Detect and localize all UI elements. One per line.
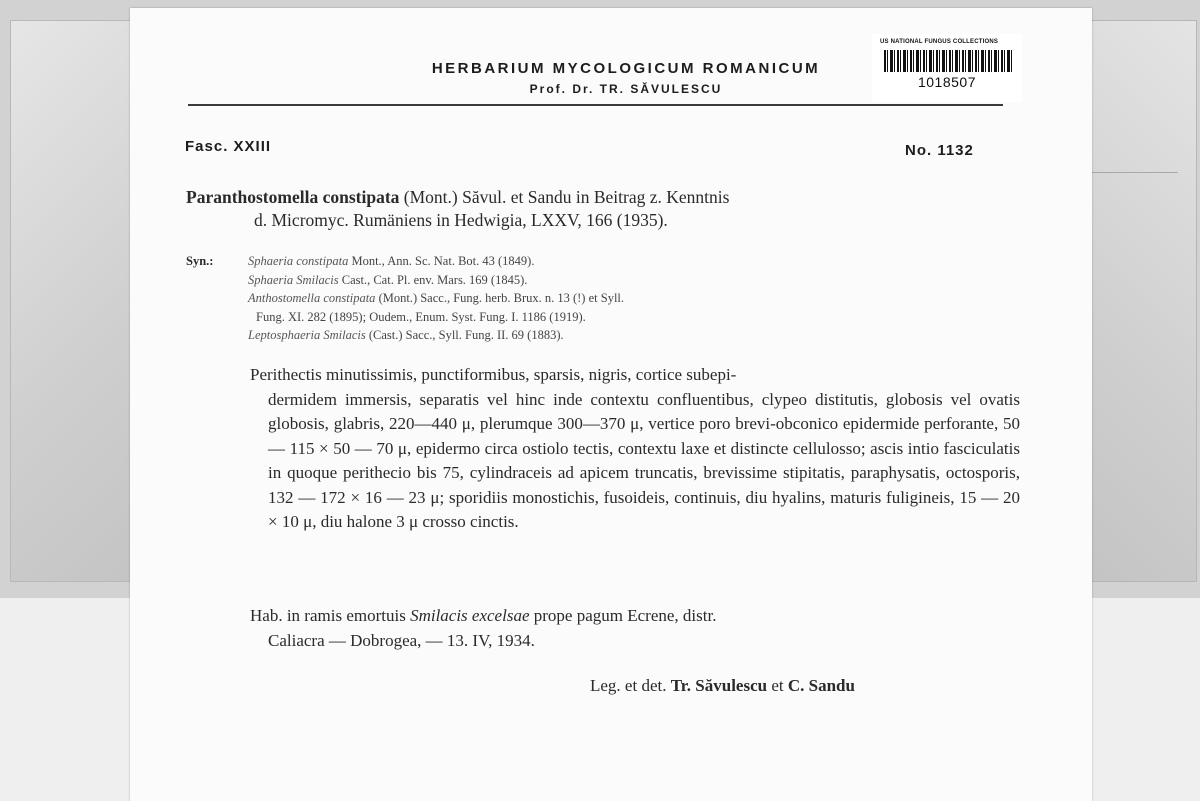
habitat-prefix: Hab. in ramis emortuis bbox=[250, 606, 406, 625]
packet-left-flap bbox=[10, 20, 137, 582]
synonyms-label: Syn.: bbox=[186, 254, 214, 268]
synonym-reference: (Cast.) Sacc., Syll. Fung. II. 69 (1883). bbox=[368, 328, 564, 342]
synonym-row bbox=[186, 271, 1016, 290]
habitat-suffix: prope pagum Ecrene, distr. bbox=[533, 606, 717, 625]
synonym-reference: Fung. XI. 282 (1895); Oudem., Enum. Syst. Fung. I. 1186 (1919). bbox=[256, 309, 586, 324]
description-first-line: Perithectis minutissimis, punctiformibus, sparsis, nigris, cortice subepi- bbox=[250, 365, 737, 384]
synonym-name: Leptosphaeria Smilacis bbox=[248, 328, 366, 342]
description-body: dermidem immersis, separatis vel hinc inde contextu confluentibus, clypeo distitutis, globosis vel ovatis globosis, glabris, 220—440 μ, plerumque 300—370 μ, vertice poro brevi-obconico epidermide perforante, 50 — 115 × 50 — 70 μ, epidermo circa ostiolo tectis, contextu laxe et distincte cellulosso; ascis intio fasciculatis in quoque perithecio bis 75, cylindraceis ad apicem truncatis, brevissime stipitatis, paraphysatis, octosporis, 132 — 172 × 16 — 23 μ; sporidiis monostichis, fusoideis, continuis, diu hyalins, maturis fuligineis, 15 — 20 × 10 μ, diu halone 3 μ crosso cinctis. bbox=[268, 389, 1020, 531]
collectors-line bbox=[590, 676, 855, 696]
collector-second: C. Sandu bbox=[787, 676, 855, 695]
species-description bbox=[250, 363, 1020, 535]
specimen-number: No. 1132 bbox=[905, 142, 974, 159]
species-heading bbox=[186, 186, 1016, 232]
synonym-row bbox=[186, 252, 1016, 271]
synonym-reference: Cast., Cat. Pl. env. Mars. 169 (1845). bbox=[341, 272, 528, 287]
synonym-reference: Mont., Ann. Sc. Nat. Bot. 43 (1849). bbox=[351, 254, 535, 268]
habitat-note bbox=[250, 603, 1020, 653]
herbarium-director: Prof. Dr. TR. SĂVULESCU bbox=[529, 82, 723, 96]
collectors-joiner: et bbox=[771, 676, 784, 695]
fascicle-number: Fasc. XXIII bbox=[185, 138, 272, 155]
herbarium-title: HERBARIUM MYCOLOGICUM ROMANICUM bbox=[431, 60, 821, 77]
synonym-row bbox=[186, 326, 1016, 345]
synonym-name: Anthostomella constipata bbox=[248, 291, 376, 305]
habitat-locality: Caliacra — Dobrogea, — 13. IV, 1934. bbox=[268, 631, 535, 650]
species-name: Paranthostomella constipata bbox=[186, 187, 400, 207]
species-authority: (Mont.) Săvul. et Sandu in Beitrag z. Kenntnis bbox=[403, 187, 730, 207]
barcode-label bbox=[872, 34, 1022, 102]
synonym-row-continued bbox=[186, 308, 1016, 327]
synonym-name: Sphaeria Smilacis bbox=[248, 272, 339, 287]
synonyms-block bbox=[186, 252, 1016, 345]
species-citation: d. Micromyc. Rumäniens in Hedwigia, LXXV, 166 (1935). bbox=[254, 210, 668, 230]
header-divider bbox=[188, 104, 1003, 106]
synonym-reference: (Mont.) Sacc., Fung. herb. Brux. n. 13 (!) et Syll. bbox=[378, 291, 625, 305]
collectors-prefix: Leg. et det. bbox=[590, 676, 667, 695]
barcode-caption: US NATIONAL FUNGUS COLLECTIONS bbox=[880, 39, 999, 45]
collector-first: Tr. Săvulescu bbox=[670, 676, 768, 695]
herbarium-label bbox=[130, 8, 1092, 801]
habitat-host: Smilacis excelsae bbox=[410, 606, 530, 625]
synonym-name: Sphaeria constipata bbox=[248, 254, 349, 268]
barcode-number: 1018507 bbox=[917, 74, 976, 90]
barcode-icon bbox=[884, 50, 1014, 72]
synonym-row bbox=[186, 289, 1016, 308]
